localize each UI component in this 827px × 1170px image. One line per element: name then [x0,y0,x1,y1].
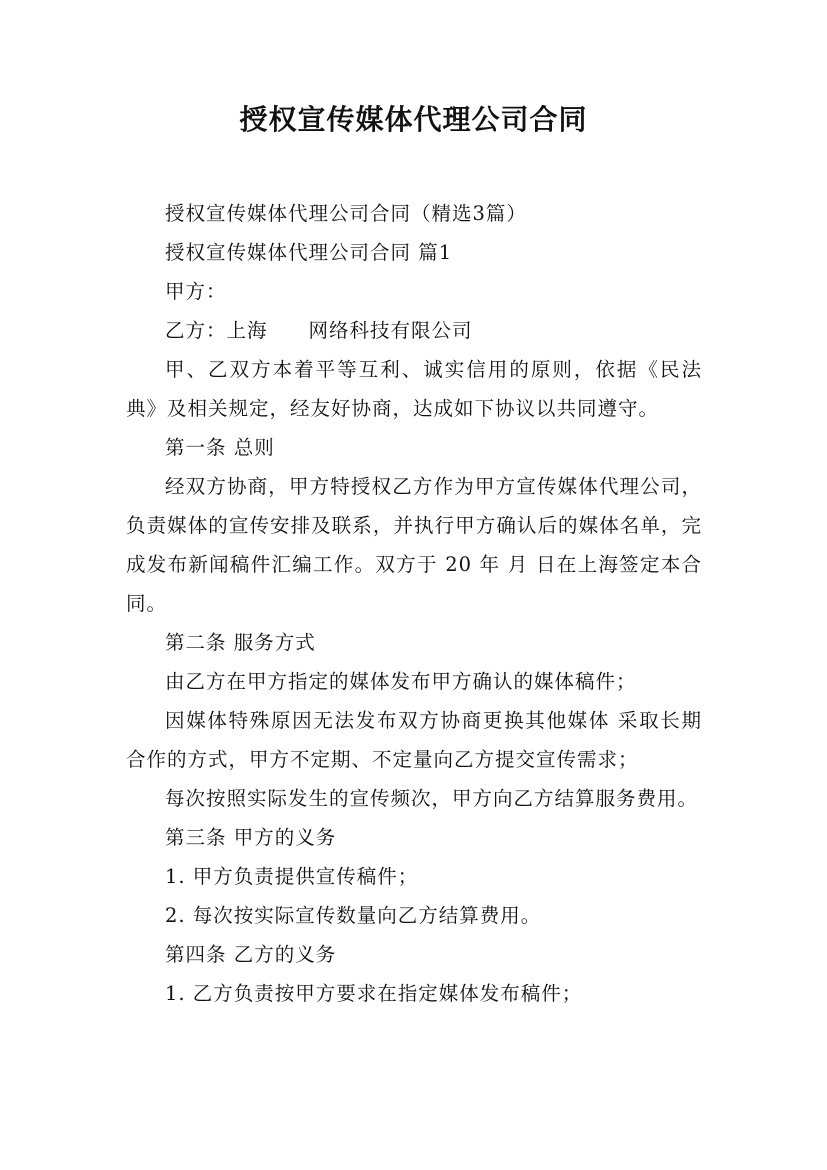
article-2-item-1: 由乙方在甲方指定的媒体发布甲方确认的媒体稿件； [165,670,637,693]
article-4-item-1: 1. 乙方负责按甲方要求在指定媒体发布稿件； [165,982,583,1005]
paragraph-party-a: 甲方： [165,280,227,303]
article-3-heading: 第三条 甲方的义务 [165,826,337,849]
article-2-item-3: 每次按照实际发生的宣传频次，甲方向乙方结算服务费用。 [165,787,699,810]
paragraph-section-heading: 授权宣传媒体代理公司合同 篇1 [165,241,453,264]
document-title: 授权宣传媒体代理公司合同 [239,103,588,136]
document-body [126,194,702,1013]
paragraph-party-b: 乙方：上海 网络科技有限公司 [165,319,473,342]
paragraph-subtitle: 授权宣传媒体代理公司合同（精选3篇） [165,202,527,225]
article-1-body: 经双方协商，甲方特授权乙方作为甲方宣传媒体代理公司，负责媒体的宣传安排及联系，并执行甲方确认后的媒体名单，完成发布新闻稿件汇编工作。双方于 20 年 月 日在上海签定本合同。 [126,475,702,615]
article-2-item-2: 因媒体特殊原因无法发布双方协商更换其他媒体 采取长期合作的方式，甲方不定期、不定量向乙方提交宣传需求； [126,709,702,771]
paragraph-preamble: 甲、乙双方本着平等互利、诚实信用的原则，依据《民法典》及相关规定，经友好协商，达成如下协议以共同遵守。 [126,358,702,420]
article-2-heading: 第二条 服务方式 [165,631,316,654]
article-3-item-1: 1. 甲方负责提供宣传稿件； [165,865,419,888]
article-3-item-2: 2. 每次按实际宣传数量向乙方结算费用。 [165,904,542,927]
article-4-heading: 第四条 乙方的义务 [165,943,337,966]
article-1-heading: 第一条 总则 [165,436,275,459]
